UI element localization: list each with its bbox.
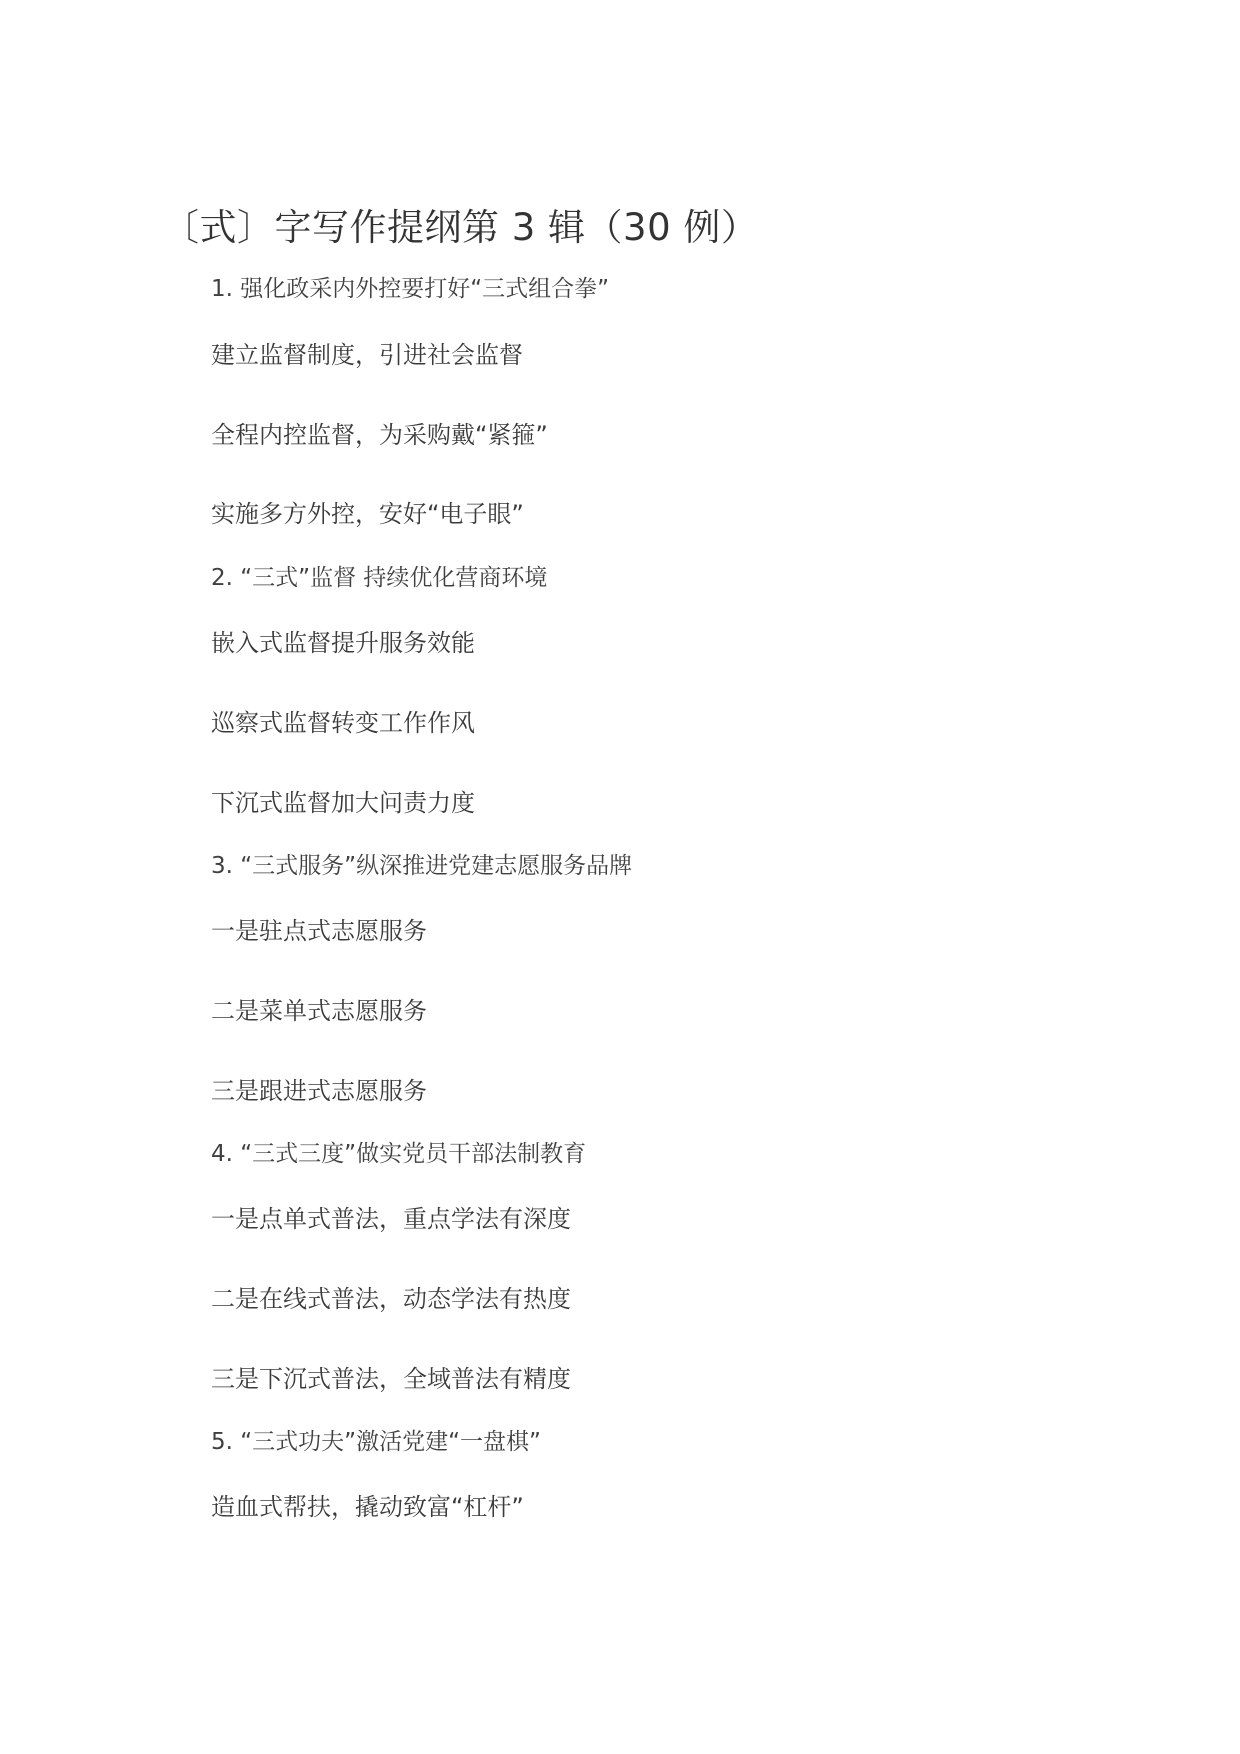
section-item: 二是菜单式志愿服务 [211, 997, 427, 1025]
document-title: 〔式〕字写作提纲第 3 辑（30 例） [162, 206, 759, 249]
section-heading: 2. “三式”监督 持续优化营商环境 [211, 565, 548, 591]
section-item: 一是驻点式志愿服务 [211, 917, 427, 945]
section-item: 一是点单式普法，重点学法有深度 [211, 1205, 571, 1233]
section-heading: 5. “三式功夫”激活党建“一盘棋” [211, 1429, 541, 1455]
section-item: 巡察式监督转变工作作风 [211, 709, 475, 737]
section-item: 实施多方外控，安好“电子眼” [211, 500, 524, 528]
section-item: 三是跟进式志愿服务 [211, 1077, 427, 1105]
section-item: 造血式帮扶，撬动致富“杠杆” [211, 1493, 524, 1521]
section-heading: 1. 强化政采内外控要打好“三式组合拳” [211, 276, 610, 302]
section-item: 全程内控监督，为采购戴“紧箍” [211, 421, 548, 449]
section-item: 三是下沉式普法，全域普法有精度 [211, 1365, 571, 1393]
section-item: 二是在线式普法，动态学法有热度 [211, 1285, 571, 1313]
section-item: 下沉式监督加大问责力度 [211, 789, 475, 817]
section-item: 嵌入式监督提升服务效能 [211, 629, 475, 657]
section-heading: 4. “三式三度”做实党员干部法制教育 [211, 1141, 587, 1167]
section-heading: 3. “三式服务”纵深推进党建志愿服务品牌 [211, 853, 633, 879]
section-item: 建立监督制度，引进社会监督 [211, 341, 523, 369]
